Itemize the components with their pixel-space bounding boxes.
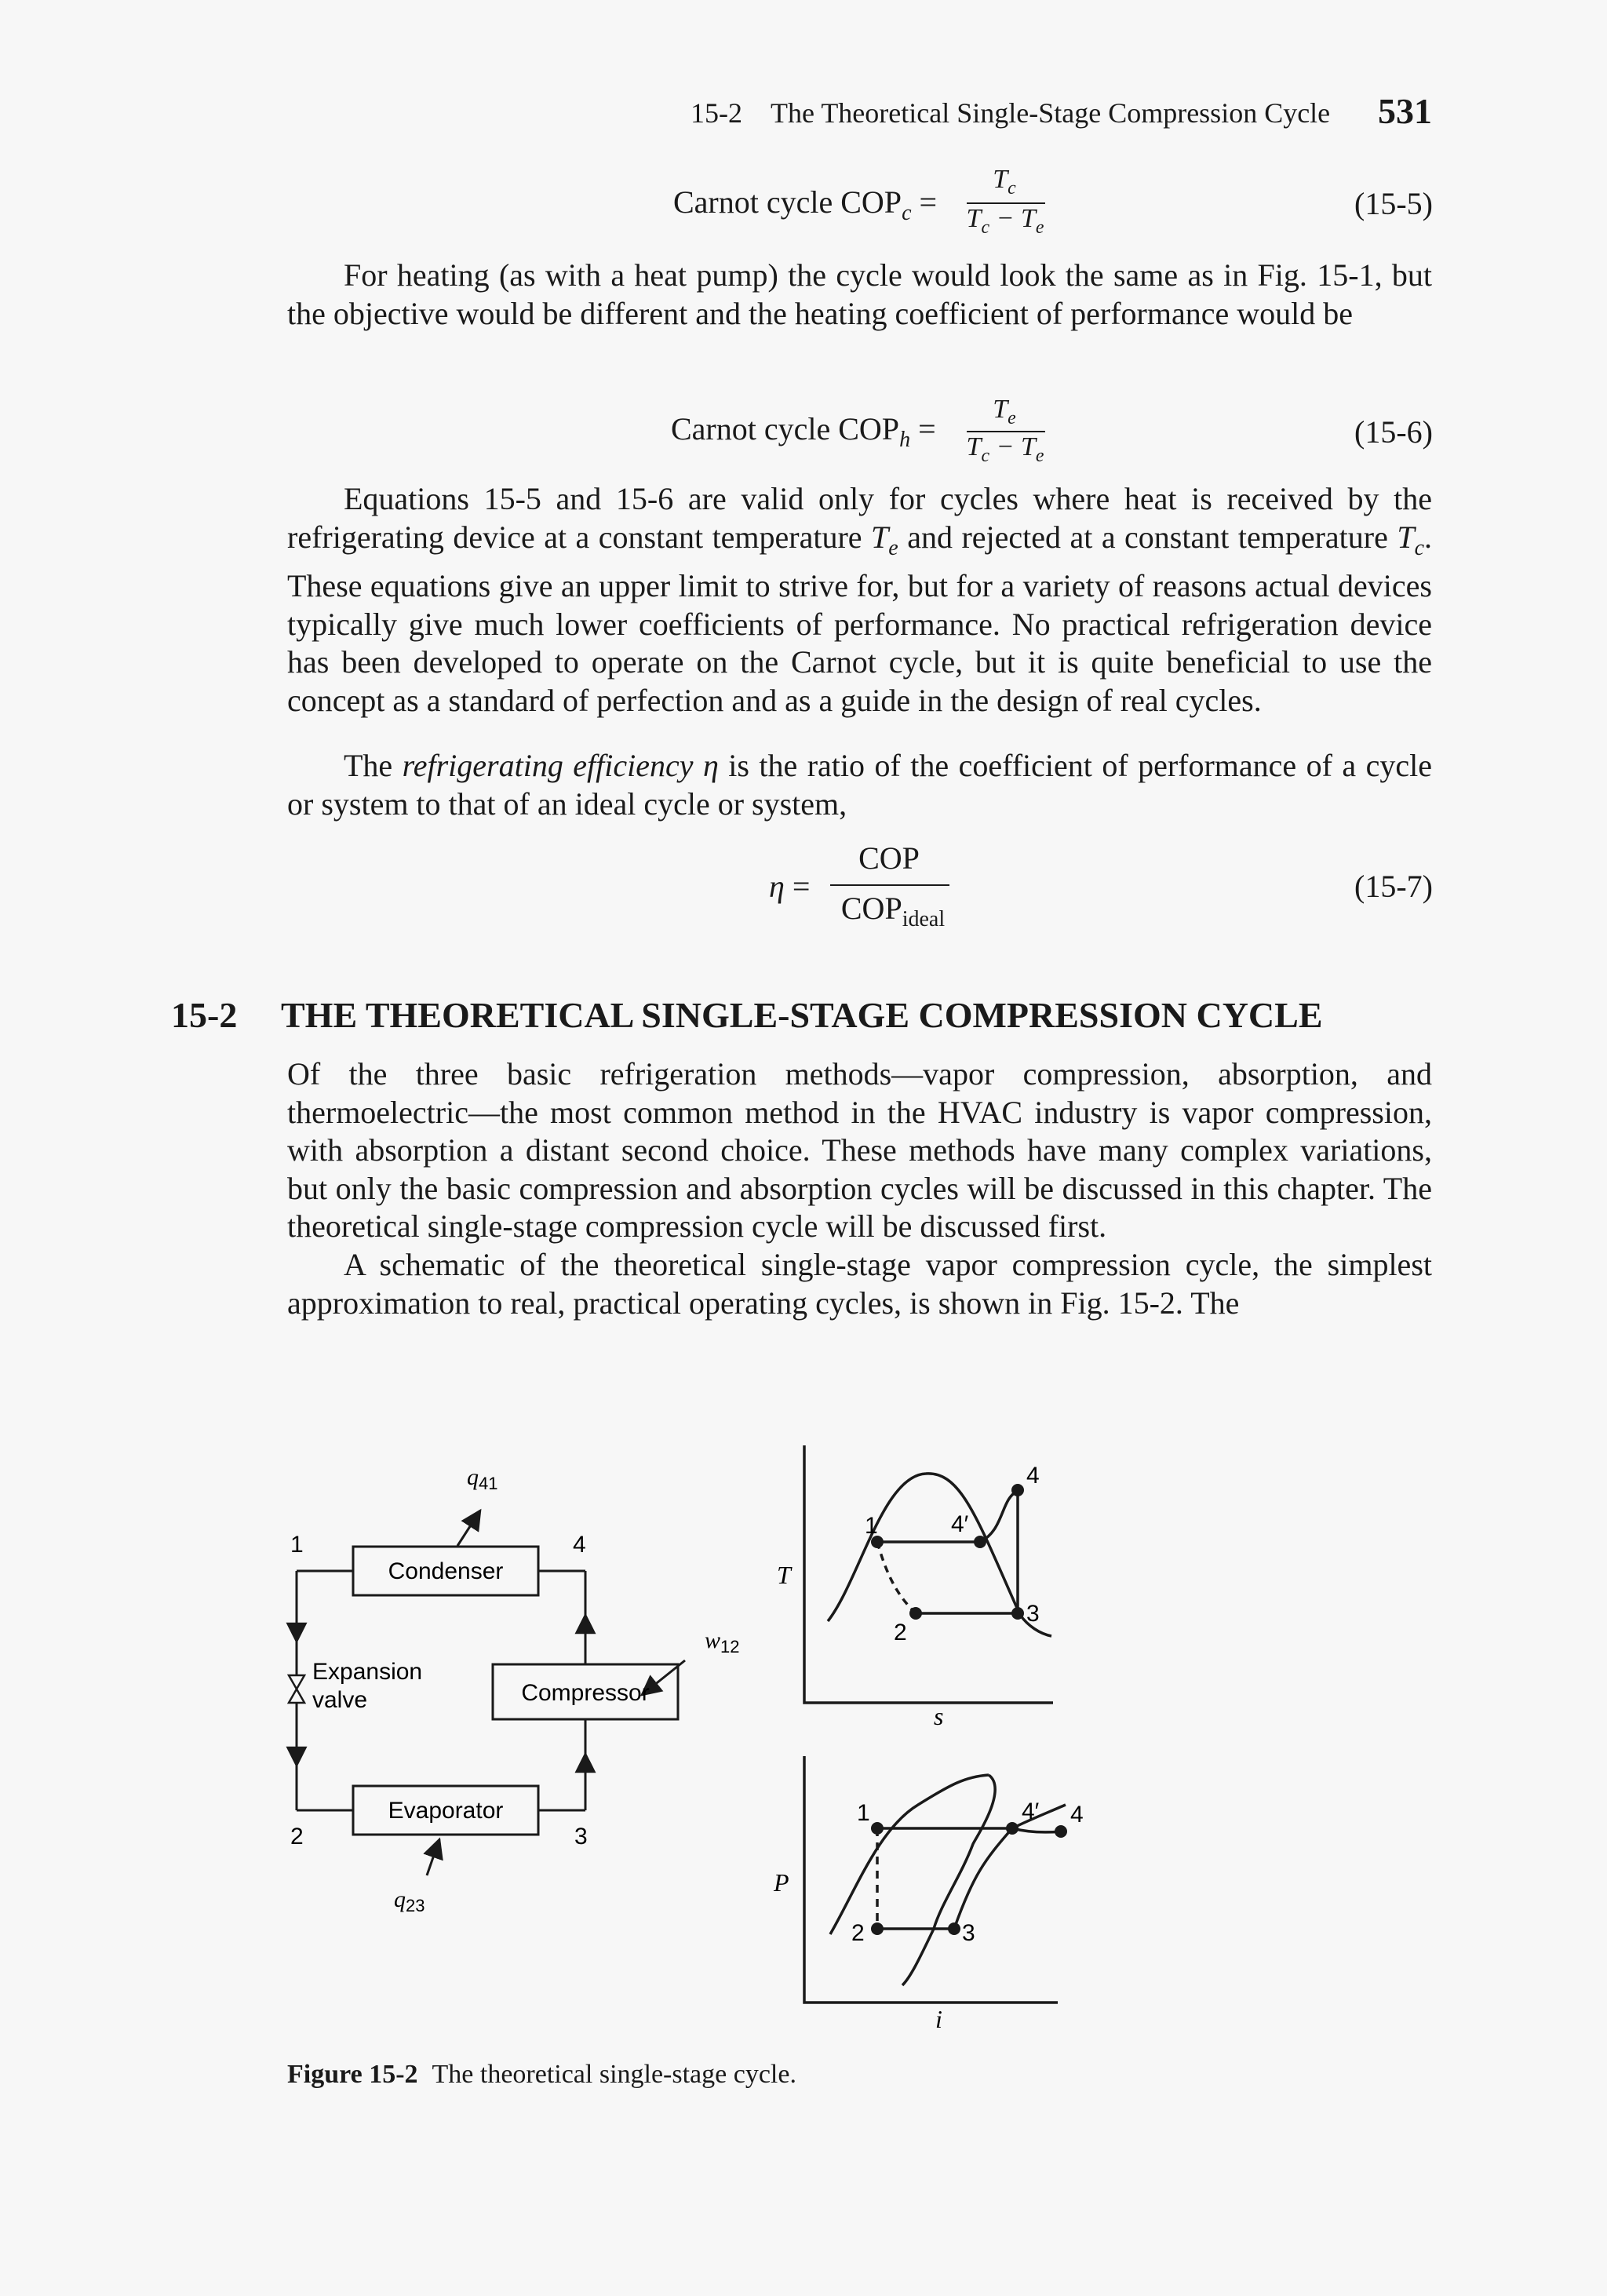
heat-in-arrow [427, 1839, 439, 1875]
equation-15-7 [0, 840, 1607, 942]
pi-liquid-line [830, 1775, 989, 1934]
pi-point-4 [1055, 1825, 1067, 1838]
ts-label-4p: 4′ [951, 1511, 969, 1537]
compressor-label: Compressor [521, 1680, 650, 1706]
figure-caption [287, 2060, 796, 2090]
fraction-numerator: $T_c$ [993, 165, 1016, 199]
section-title: THE THEORETICAL SINGLE-STAGE COMPRESSION CYCLE [281, 995, 1323, 1035]
caption-label: Figure 15-2 [287, 2060, 418, 2089]
header-section-number: 15-2 [691, 97, 742, 129]
ts-point-3 [1011, 1607, 1024, 1620]
fraction-numerator: COP [858, 840, 920, 876]
pi-compression-path [1012, 1828, 1061, 1832]
paragraph: The refrigerating efficiency η is the ratio of the coefficient of performance of a cycle or system to that of an ideal cycle or system, [287, 748, 1433, 822]
ts-label-2: 2 [894, 1620, 907, 1645]
pi-label-1: 1 [857, 1800, 870, 1826]
fraction-denominator: $T_c - T_e$ [966, 204, 1044, 238]
equation-lhs: η = [769, 869, 811, 904]
ts-points [871, 1484, 1024, 1620]
section-heading [171, 994, 1442, 1041]
pi-point-4p [1006, 1822, 1018, 1835]
pi-diagram [804, 1756, 1066, 2003]
page-number: 531 [1378, 91, 1432, 131]
pi-label-4p: 4′ [1022, 1799, 1040, 1824]
equation-label: Carnot cycle $COP_h$ = [671, 411, 936, 452]
section-number: 15-2 [171, 995, 238, 1035]
pi-label-3: 3 [962, 1920, 975, 1946]
expansion-valve-icon [289, 1675, 304, 1703]
evaporator-label: Evaporator [388, 1798, 504, 1824]
valve-label: valve [312, 1687, 368, 1713]
paragraph: Equations 15-5 and 15-6 are valid only for cycles where heat is received by the refrigerating device at a constant temperature $T_e$ and rejected at a constant temperature $T_c$. These equations give an upper limit to strive for, but for a variety of reasons actual devices typically give much lower coefficients of performance. No practical refrigeration device has been developed to operate on the Carnot cycle, but it is quite beneficial to use the concept as a standard of perfection and as a guide in the design of real cycles. [287, 481, 1432, 718]
w12-label: $w_{12}$ [705, 1627, 740, 1656]
pi-point-1 [871, 1822, 884, 1835]
header-section-title: The Theoretical Single-Stage Compression Cycle [771, 97, 1331, 129]
node-2-label: 2 [290, 1824, 304, 1850]
heat-out-arrow [457, 1511, 480, 1546]
node-4-label: 4 [573, 1532, 586, 1558]
figure-15-2 [275, 1436, 1099, 2032]
equation-15-5 [0, 165, 1607, 238]
ts-point-2 [909, 1607, 922, 1620]
fraction-denominator: $COP_{ideal}$ [840, 891, 946, 931]
fraction-numerator: $T_e$ [993, 395, 1016, 428]
equation-15-6 [0, 395, 1607, 465]
condenser-label: Condenser [388, 1558, 504, 1584]
ts-axes [804, 1445, 1053, 1703]
ts-diagram [804, 1445, 1053, 1703]
ts-point-4 [1011, 1484, 1024, 1496]
paragraph: Of the three basic refrigeration methods—vapor compression, absorption, and thermoelectric—the most common method in the HVAC industry is vapor compression, with absorption a distant second choice. These methods have many complex variations, but only the basic compression and absorption cycles will be discussed in this chapter. The theoretical single-stage compression cycle will be discussed first. [287, 1056, 1432, 1244]
ts-label-4: 4 [1026, 1463, 1040, 1489]
ts-point-4p [974, 1536, 986, 1548]
ts-saturation-dome [828, 1474, 1020, 1621]
pi-y-axis-label: P [774, 1868, 789, 1897]
pi-axes [804, 1756, 1058, 2003]
figure-svg [275, 1436, 1099, 2032]
node-3-label: 3 [574, 1824, 588, 1850]
ts-expansion-path [877, 1542, 916, 1613]
pi-x-axis-label: i [935, 2005, 942, 2032]
running-header [691, 90, 1432, 137]
pi-point-3 [948, 1922, 960, 1935]
paragraph: For heating (as with a heat pump) the cycle would look the same as in Fig. 15-1, but the objective would be different and the heating coefficient of performance would be [287, 257, 1432, 331]
fraction-bar [830, 884, 949, 886]
pi-point-2 [871, 1922, 884, 1935]
equation-label: Carnot cycle $COP_c$ = [673, 184, 938, 225]
ts-x-axis-label: s [934, 1702, 944, 1730]
node-1-label: 1 [290, 1532, 304, 1558]
q23-label: $q_{23}$ [394, 1886, 425, 1915]
pi-points [871, 1822, 1067, 1935]
caption-text: The theoretical single-stage cycle. [432, 2060, 796, 2089]
pi-label-4: 4 [1070, 1802, 1084, 1828]
equation-number: (15-6) [1354, 414, 1433, 450]
ts-y-axis-label: T [777, 1561, 791, 1589]
equation-number: (15-7) [1354, 869, 1433, 904]
paragraph: A schematic of the theoretical single-stage vapor compression cycle, the simplest approximation to real, practical operating cycles, is shown in Fig. 15-2. The [287, 1247, 1432, 1321]
fraction-denominator: $T_c - T_e$ [966, 432, 1044, 466]
q41-label: $q_{41}$ [467, 1464, 498, 1493]
expansion-label: Expansion [312, 1659, 423, 1685]
ts-label-1: 1 [865, 1513, 878, 1539]
equation-number: (15-5) [1354, 186, 1433, 221]
pi-label-2: 2 [851, 1920, 865, 1946]
ts-label-3: 3 [1026, 1601, 1040, 1627]
